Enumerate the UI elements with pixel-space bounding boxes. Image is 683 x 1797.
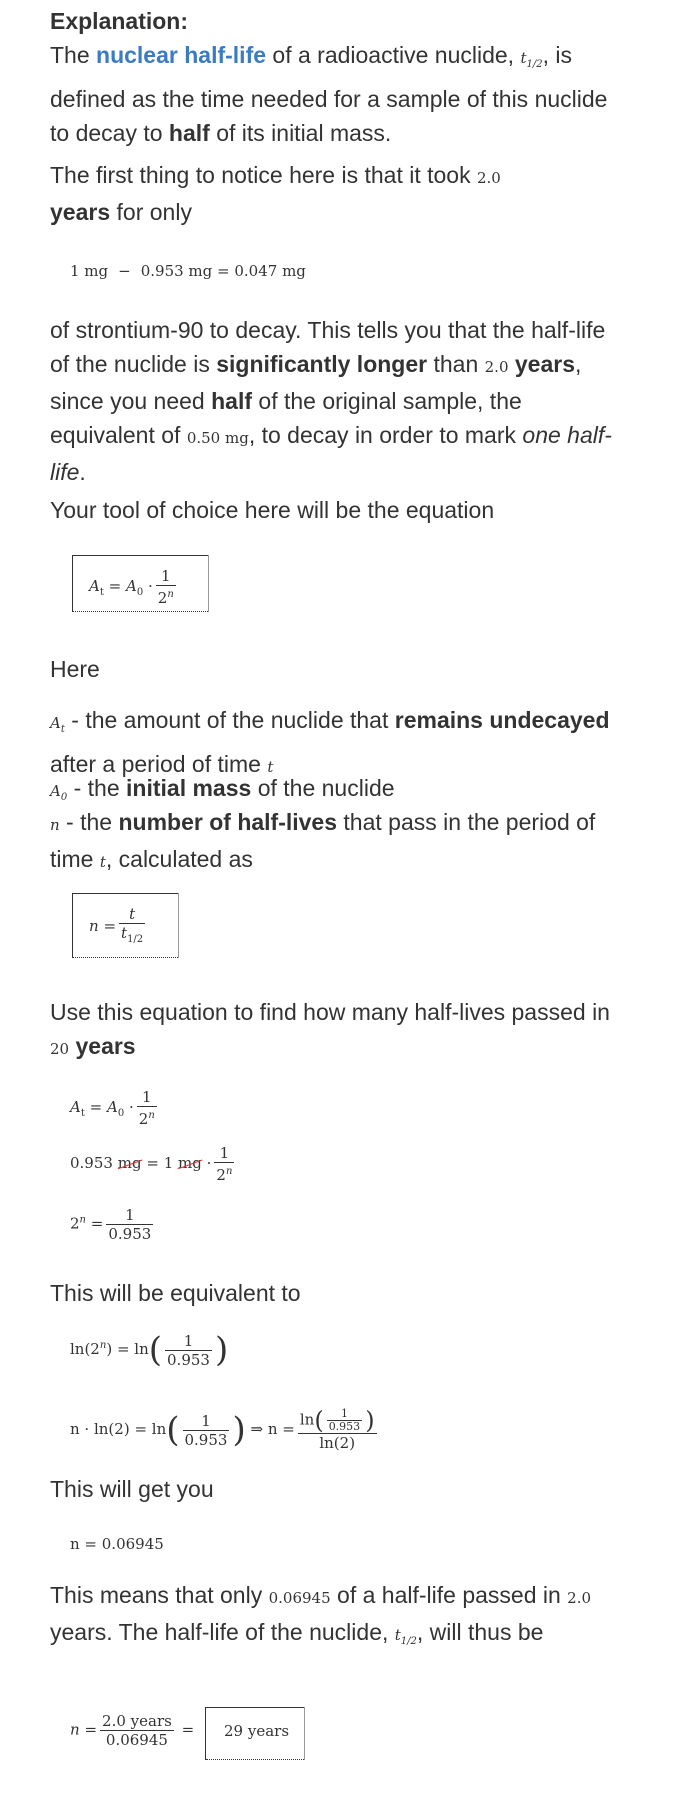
definition-n: n - the number of half-lives that pass in the period of time t, calculated as — [50, 809, 596, 872]
paragraph-definition — [50, 38, 630, 150]
equation-2n: 2$^n$ = $\frac{1}{0.953}$ — [70, 1206, 152, 1243]
equation-final: n = $\frac{\text{2.0 years}}{0.06945}$ = — [70, 1712, 195, 1749]
math-t-half: $t_{1/2}$ — [520, 49, 543, 70]
paragraph-tool: Your tool of choice here will be the equation — [50, 497, 495, 523]
paragraph-reasoning: of strontium-90 to decay. This tells you that the half-life of the nuclide is significantly longer than 2.0 years, since you need half of the original sample, the equivalent of 0.50 mg, to decay in order to mark one half-life. — [50, 317, 612, 485]
term-nuclear-half-life: nuclear half-life — [96, 42, 267, 68]
definition-at: $A_t$ - the amount of the nuclide that remains undecayed after a period of time t — [50, 707, 610, 777]
equation-decay-repeat: $A_t = A_0$ · $\frac{1}{2^n}$ — [70, 1088, 155, 1128]
text: for only — [110, 199, 192, 225]
bold-years: years — [50, 199, 111, 225]
math-number: 2.0 — [477, 169, 501, 187]
cancelled-unit: mg — [178, 1154, 202, 1172]
text: The — [50, 42, 97, 68]
text: of a radioactive nuclide, — [266, 42, 521, 68]
definition-a0: $A_0$ - the initial mass of the nuclide — [50, 775, 395, 803]
boxed-final-answer — [205, 1707, 305, 1760]
equation-solve-n: n · ln(2) = ln( $\frac{1}{0.953}$ ) ⇒ n = ln( $\frac{1}{0.953}$ ) ln(2) — [70, 1406, 375, 1452]
bold-significantly-longer: significantly longer — [216, 351, 428, 377]
explanation-heading: Explanation: — [50, 8, 189, 34]
equation-substituted: 0.953 mg = 1 mg · $\frac{1}{2^n}$ — [70, 1144, 233, 1184]
equation-n-value: n = 0.06945 — [70, 1535, 164, 1553]
paragraph-get-you: This will get you — [50, 1476, 214, 1502]
text: The first thing to notice here is that it took — [50, 162, 477, 188]
boxed-equation-decay: $A_t = A_0$ · $\frac{1}{2^n}$ — [72, 555, 209, 612]
cancelled-unit: mg — [117, 1154, 142, 1172]
paragraph-observation — [50, 158, 630, 229]
boxed-equation-n: n = $\frac{t}{t_{1/2}}$ — [72, 893, 179, 958]
text: , is defined as the time needed for a sample of this nuclide to decay to — [50, 42, 608, 146]
paragraph-here: Here — [50, 656, 100, 682]
text: of its initial mass. — [209, 120, 392, 146]
paragraph-equivalent: This will be equivalent to — [50, 1280, 301, 1306]
paragraph-use-equation: Use this equation to find how many half-lives passed in 20 years — [50, 999, 610, 1059]
bold-half: half — [168, 120, 210, 146]
paragraph-conclusion: This means that only 0.06945 of a half-life passed in 2.0 years. The half-life of the nuclide, $t_{1/2}$, will thus be — [50, 1582, 592, 1647]
equation-ln: ln(2$^n$) = ln( $\frac{1}{0.953}$ ) — [70, 1330, 229, 1370]
final-answer: 29 years — [224, 1722, 290, 1740]
equation-mass-difference: 1 mg − 0.953 mg = 0.047 mg — [70, 262, 306, 280]
